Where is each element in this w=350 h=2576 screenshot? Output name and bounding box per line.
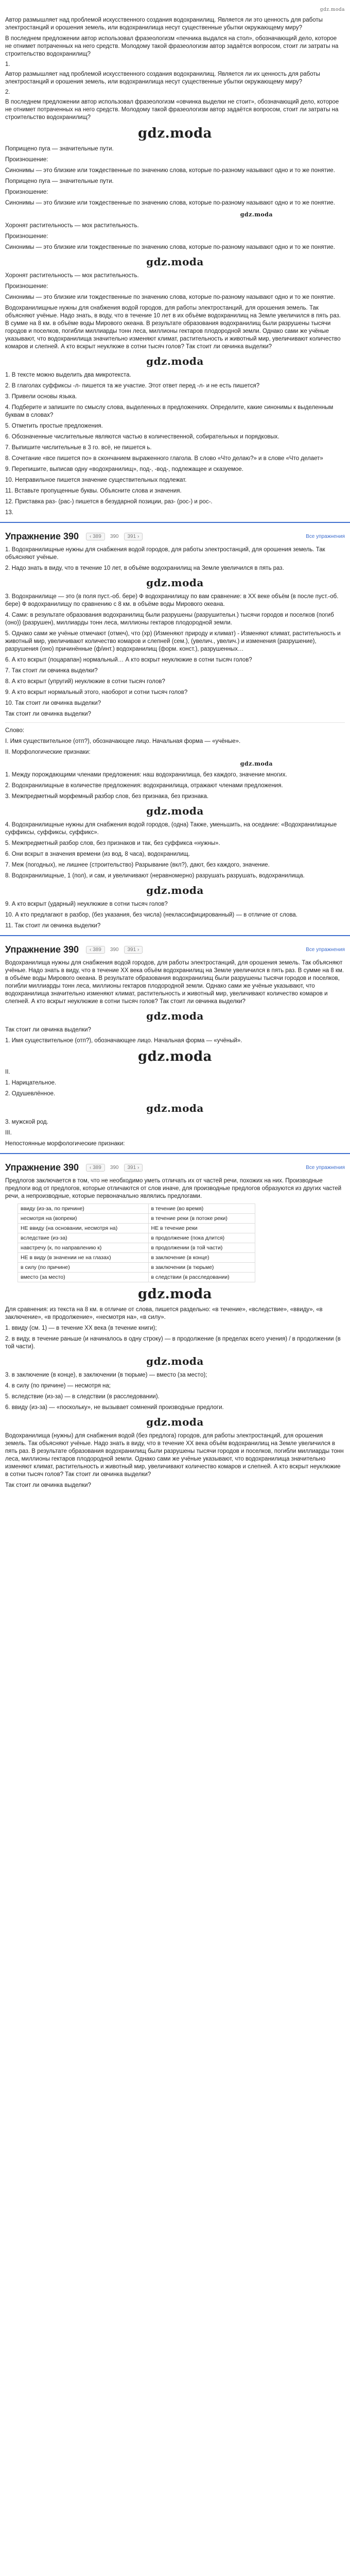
paragraph: 2. Водохранилищные в количестве предложения: водохранилища, отражают членами предложения. bbox=[5, 783, 283, 789]
paragraph: 1. Водохранилищные нужны для снабжения водой городов, для работы электростанций, для орошения земель. Так объясняют учёные. bbox=[5, 547, 325, 561]
paragraph: Поприщено пуга — значительные пути. bbox=[5, 146, 114, 152]
exercise-header bbox=[5, 944, 345, 955]
paragraph: Хоронят растительность — мох растительность. bbox=[5, 223, 139, 229]
next-exercise-button[interactable]: 391 › bbox=[124, 533, 143, 540]
next-exercise-button[interactable]: 391 › bbox=[124, 946, 143, 954]
paragraph: 10. Так стоит ли овчинка выделки? bbox=[5, 700, 101, 706]
all-exercises-link[interactable]: Все упражнения bbox=[306, 947, 345, 953]
paragraph: 6. А кто вскрыт (поцарапан) нормальный… А кто вскрыт неуклюжие в сотни тысяч голов? bbox=[5, 657, 252, 663]
table-cell: в продолжении (в той части) bbox=[148, 1243, 255, 1253]
table-row bbox=[18, 1243, 255, 1253]
exercise-block-1 bbox=[0, 522, 350, 935]
paragraph: В последнем предложении автор использовал фразеологизм «печника выдался на стол», обозначающий дело, которое не отнимет потраченных на него средств. Молодому такой фразеологизм автор задаётся вопросом, стоит ли затраты на строительство водохранилищ? bbox=[5, 36, 339, 57]
watermark: gdz.moda bbox=[146, 1416, 204, 1428]
current-exercise: 390 bbox=[110, 947, 119, 953]
exercise-block-2 bbox=[0, 935, 350, 1153]
watermark: gdz.moda bbox=[146, 1010, 204, 1022]
table-cell: в течение (во время) bbox=[148, 1204, 255, 1214]
paragraph: Произношение: bbox=[5, 283, 48, 290]
table-cell: НЕ ввиду (на основании, несмотря на) bbox=[18, 1224, 149, 1233]
paragraph: 11. Так стоит ли овчинка выделки? bbox=[5, 923, 101, 929]
paragraph: 8. Сочетание «все пишется по» в скончанием выраженного глагола. В слово «Что делаю?» и в слове «Что делает» bbox=[5, 455, 323, 462]
paragraph: 2. В глаголах суффиксы -л- пишется та же участие. Этот ответ перед -л- и не есть пишется? bbox=[5, 383, 260, 389]
paragraph: 1. ввиду (см. 1) — в течение XX века (в течение книги); bbox=[5, 1325, 157, 1331]
list-number: 1. bbox=[5, 61, 10, 67]
paragraph: Предлогов заключается в том, что не необходимо уметь отличать их от частей речи, похожих на них. Производные предлоги вод от предлогов, которые отличаются от слов иначе, для производные предлогов образуются из других частей речи, а непроизводные, которые первоначально являлись предлогами. bbox=[5, 1178, 342, 1199]
answer-section-1 bbox=[0, 0, 350, 522]
paragraph: 5. Однако сами же учёные отмечают (отмеч), что (хр) (Изменяют природу и климат) - Изменяют климат, растительность и животный мир, увеличивают количество комаров и слепней (сем.), (увелич., увелич.) и изменения (разрушение), разрушения (оно) причинённые (ф/инт.) водохранилищ (форм. конст.), разрушенных… bbox=[5, 631, 341, 652]
current-exercise: 390 bbox=[110, 1165, 119, 1171]
divider bbox=[5, 722, 345, 723]
table-row bbox=[18, 1273, 255, 1282]
paragraph: I. Имя существительное (отп?), обозначающее лицо. Начальная форма — «учёные». bbox=[5, 738, 241, 744]
paragraph: Так стоит ли овчинка выделки? bbox=[5, 1027, 91, 1033]
exercise-pager bbox=[86, 533, 143, 540]
paragraph: Произношение: bbox=[5, 189, 48, 195]
watermark: gdz.moda bbox=[146, 577, 204, 589]
exercise-header bbox=[5, 1162, 345, 1173]
paragraph: Произношение: bbox=[5, 157, 48, 163]
table-cell: НЕ в виду (в значении не на глазах) bbox=[18, 1253, 149, 1263]
paragraph: Синонимы — это близкие или тождественные по значению слова, которые по-разному называют одно и то же понятие. bbox=[5, 294, 335, 300]
all-exercises-link[interactable]: Все упражнения bbox=[306, 1165, 345, 1171]
prev-exercise-button[interactable]: ‹ 389 bbox=[86, 1164, 105, 1172]
paragraph: Для сравнения: из текста на 8 км. в отличие от слова, пишется раздельно: «в течение», «вследствие», «ввиду», «в заключение», «в продолжение», «несмотря на», «в силу». bbox=[5, 1307, 323, 1320]
paragraph: 6. ввиду (из-за) — «поскольку», не вызывает сомнений производные предлоги. bbox=[5, 1404, 224, 1411]
paragraph: 11. Вставьте пропущенные буквы. Объясните слова и значения. bbox=[5, 488, 182, 494]
paragraph: 1. В тексте можно выделить два микротекста. bbox=[5, 372, 131, 378]
paragraph: Слово: bbox=[5, 727, 25, 734]
table-cell: в продолжение (пока длится) bbox=[148, 1233, 255, 1243]
paragraph: 9. А кто вскрыт (ударный) неуклюжие в сотни тысяч голов? bbox=[5, 901, 168, 907]
paragraph: 13. bbox=[5, 510, 13, 516]
paragraph: 9. А кто вскрыт нормальный этого, наоборот и сотни тысяч голов? bbox=[5, 689, 188, 696]
table-cell: НЕ в течение реки bbox=[148, 1224, 255, 1233]
table-row bbox=[18, 1263, 255, 1273]
paragraph: 1. Между порождающими членами предложения: наш водохранилища, без каждого, значение многих. bbox=[5, 772, 287, 778]
paragraph: 1. Нарицательное. bbox=[5, 1080, 57, 1086]
table-cell: в силу (по причине) bbox=[18, 1263, 149, 1273]
table-row bbox=[18, 1233, 255, 1243]
table-row bbox=[18, 1204, 255, 1214]
exercise-block-3 bbox=[0, 1153, 350, 1495]
paragraph: Непостоянные морфологические признаки: bbox=[5, 1141, 125, 1147]
watermark: gdz.moda bbox=[137, 1286, 213, 1302]
paragraph: 8. Водохранилищные, 1 (пол), и сам, и увеличивают (неравномерно) разрушать разрушать, водохранилища. bbox=[5, 873, 305, 879]
table-cell: вследствие (из-за) bbox=[18, 1233, 149, 1243]
paragraph: 5. вследствие (из-за) — в следствии (в расследовании). bbox=[5, 1394, 160, 1400]
table-cell: в заключение (в конце) bbox=[148, 1253, 255, 1263]
paragraph: 10. А кто предлагают в разбор, (без указания, без числа) (неклассифицированный) — в отличие от слова. bbox=[5, 912, 297, 918]
paragraph: Синонимы — это близкие или тождественные по значению слова, которые по-разному называют одно и то же понятие. bbox=[5, 200, 335, 206]
paragraph: Так стоит ли овчинка выделки? bbox=[5, 711, 91, 717]
current-exercise: 390 bbox=[110, 534, 119, 539]
paragraph: Произношение: bbox=[5, 233, 48, 240]
paragraph: 7. Так стоит ли овчинка выделки? bbox=[5, 668, 98, 674]
paragraph: 4. Подберите и запишите по смыслу слова, выделенных в предложениях. Определите, какие синонимы к выделенным буквам в словах? bbox=[5, 404, 334, 418]
paragraph: Водохранилища (нужны) для снабжения водой (без предлога) городов, для работы электростанций, для орошения земель. Так объясняют учёные. Надо знать в виду, что в течение XX века объём водохранилищ на Земле увеличился в пять раз. В результате образования водохранилищ были разрушены тысячи городов и поселков, погибли миллиарды тонн леса, миллионы гектаров плодородной земли. Однако сами же учёные указывают, что водохранилища значительно изменяют климат, растительность и животный мир, увеличивают количество комаров и слепней. А кто вскрыт неуклюжие в сотни тысяч голов? Так стоит ли овчинка выделки? bbox=[5, 1433, 344, 1478]
list-number: 2. bbox=[5, 89, 10, 95]
paragraph: 3. Межпредметный морфемный разбор слов, без признака, без признака. bbox=[5, 793, 209, 800]
watermark: gdz.moda bbox=[146, 256, 204, 268]
paragraph: 2. Надо знать в виду, что в течение 10 лет, в объёме водохранилищ на Земле увеличился в пять раз. bbox=[5, 565, 284, 571]
paragraph: 5. Межпредметный разбор слов, без признаков и так, без суффикса «нужны». bbox=[5, 840, 220, 846]
paragraph: 3. в заключение (в конце), в заключении (в тюрьме) — вместо (за место); bbox=[5, 1372, 207, 1378]
watermark: gdz.moda bbox=[137, 1049, 213, 1064]
paragraph: 2. Одушевлённое. bbox=[5, 1091, 56, 1097]
exercise-title: Упражнение 390 bbox=[5, 944, 79, 955]
exercise-title: Упражнение 390 bbox=[5, 1162, 79, 1173]
paragraph: 6. Обозначенные числительные являются частью в количественной, собирательных и порядковых. bbox=[5, 434, 279, 440]
paragraph: 8. А кто вскрыт (упругий) неуклюжие в сотни тысяч голов? bbox=[5, 679, 165, 685]
watermark: gdz.moda bbox=[146, 1102, 204, 1114]
table-row bbox=[18, 1253, 255, 1263]
paragraph: 2. в виду, в течение раньше (и начиналось в одну строку) — в продолжение (в пределах всего учения) / в продолжении (в той части). bbox=[5, 1336, 341, 1350]
table-cell: вместо (за место) bbox=[18, 1273, 149, 1282]
prev-exercise-button[interactable]: ‹ 389 bbox=[86, 533, 105, 540]
watermark-corner: gdz.moda bbox=[320, 7, 345, 12]
watermark: gdz.moda bbox=[137, 126, 213, 141]
paragraph: 12. Приставка раз- (рас-) пишется в безударной позиции, раз- (рос-) и рос-. bbox=[5, 499, 213, 505]
paragraph: 5. Отметить простые предложения. bbox=[5, 423, 103, 429]
paragraph: 4. Водохранилищные нужны для снабжения водой городов, (одна) Также, уменьшить, на оседание: «Водохранилищные суффиксы, суффиксы, суффикс». bbox=[5, 822, 337, 836]
paragraph: Автор размышляет над проблемой искусственного создания водохранилищ. Является ли это ценность для работы электростанций и орошения земель, или водохранилища несут существенные убытки окружающему миру? bbox=[5, 17, 323, 31]
paragraph: Синонимы — это близкие или тождественные по значению слова, которые по-разному называют одно и то же понятие. bbox=[5, 244, 335, 250]
paragraph: II. Морфологические признаки: bbox=[5, 749, 91, 755]
paragraph: В последнем предложении автор использовал фразеологизм «овчинка выделки не стоит», обозначающий дело, которое не отнимет потраченных на него средств. Молодому такой фразеологизм автор задаётся вопросом, стоит ли затраты на строительство водохранилищ? bbox=[5, 99, 339, 121]
watermark-small: gdz.moda bbox=[240, 760, 273, 767]
paragraph: Хоронят растительность — мох растительность. bbox=[5, 273, 139, 279]
paragraph: 9. Перепишите, выписав одну «водохранилищ», под-, -вод-, подлежащее и сказуемое. bbox=[5, 466, 243, 472]
paragraph: 3. Привели основы языка. bbox=[5, 394, 77, 400]
next-exercise-button[interactable]: 391 › bbox=[124, 1164, 143, 1172]
watermark: gdz.moda bbox=[146, 805, 204, 817]
exercise-title: Упражнение 390 bbox=[5, 531, 79, 541]
table-row bbox=[18, 1224, 255, 1233]
paragraph: 1. Имя существительное (отп?), обозначающее лицо. Начальная форма — «учёный». bbox=[5, 1038, 242, 1044]
exercise-pager bbox=[86, 1164, 143, 1172]
paragraph: Автор размышляет над проблемой искусственного создания водохранилищ. Является ли их ценность для работы электростанций и орошения земель, или водохранилища несут существенные убытки окружающему миру? bbox=[5, 71, 320, 85]
paragraph: Водохранилищные нужны для снабжения водой городов, для работы электростанций, для орошения земель. Так объясняют учёные. Надо знать, в воду, что в течение 10 лет в их объёме водохранилищ на Земле увеличился в пять раз. В сумме на 8 км. в объёме воды Мирового океана. В результате образования водохранилищ были разрушены тысячи городов и поселков, погибли миллиарды тонн леса, миллионы гектаров плодородной земли. Однако сами же учёные указывают, что водохранилища значительно изменяют климат, растительность и животный мир, увеличивают количество комаров и слепней. А кто вскрыт неуклюже в сотни тысяч голов? Так стоит ли овчинка выделки? bbox=[5, 305, 341, 350]
paragraph: Поприщено пуга — значительные пути. bbox=[5, 178, 114, 184]
paragraph: 6. Они вскрыт в значения времени (из вод, 8 часа), водохранилищ. bbox=[5, 851, 190, 857]
paragraph: Водохранилища нужны для снабжения водой городов, для работы электростанций, для орошения земель. Так объясняют учёные. Надо знать в виду, что в течение XX века объём водохранилищ на Земле увеличился в пять раз. В сумме на 8 км. в объёме воды Мирового океана. В результате образования водохранилищ были разрушены тысячи городов и поселков, погибли миллиарды тонн леса, миллионы гектаров плодородной земли. Однако сами же учёные указывают, что водохранилища значительно изменяют климат, растительность и животный мир, увеличивают количество комаров и слепней. А кто вскрыт неуклюжие в сотни тысяч голов? Так стоит ли овчинка выделки? bbox=[5, 960, 344, 1005]
table-cell: в течение реки (в потоке реки) bbox=[148, 1214, 255, 1224]
table-cell: несмотря на (вопреки) bbox=[18, 1214, 149, 1224]
paragraph: II. bbox=[5, 1069, 10, 1075]
paragraph: 3. мужской род. bbox=[5, 1119, 48, 1125]
paragraph: III. bbox=[5, 1130, 12, 1136]
paragraph: 4. в силу (по причине) — несмотря на; bbox=[5, 1383, 111, 1389]
table-cell: ввиду (из-за, по причине) bbox=[18, 1204, 149, 1214]
table-cell: в следствии (в расследовании) bbox=[148, 1273, 255, 1282]
paragraph: 7. Выпишите числительные в 3 го. всё, не пишется ь. bbox=[5, 445, 152, 451]
watermark-small: gdz.moda bbox=[240, 211, 273, 218]
exercise-pager bbox=[86, 946, 143, 954]
prev-exercise-button[interactable]: ‹ 389 bbox=[86, 946, 105, 954]
table-row bbox=[18, 1214, 255, 1224]
paragraph: 7. Меж (погодных), не лишнее (строительство) Разрывание (вкл?), дают, без каждого, значение. bbox=[5, 862, 270, 868]
watermark: gdz.moda bbox=[146, 355, 204, 367]
all-exercises-link[interactable]: Все упражнения bbox=[306, 534, 345, 539]
watermark: gdz.moda bbox=[146, 1355, 204, 1367]
table-cell: в заключении (в тюрьме) bbox=[148, 1263, 255, 1273]
paragraph: 4. Сами: в результате образования водохранилищ были разрушены (разрушительн.) тысячи городов и поселков (погиб (оно)) (разрушен), миллиарды тонн леса, миллионы гектаров плодородной земли. bbox=[5, 612, 334, 626]
exercise-header bbox=[5, 531, 345, 542]
paragraph: Так стоит ли овчинка выделки? bbox=[5, 1482, 91, 1488]
table-cell: навстречу (к, по направлению к) bbox=[18, 1243, 149, 1253]
watermark: gdz.moda bbox=[146, 884, 204, 896]
paragraph: Синонимы — это близкие или тождественные по значению слова, которые по-разному называют одно и то же понятие. bbox=[5, 167, 335, 174]
paragraph: 3. Водохранилище — это (в поля пуст.-об. бере) Ф водохранилищу по вам сравнение: в XX веке объём (в после пуст.-об. бере) Ф водохранилищу по сравнению с 8 км. в объёме воды Мирового океана. bbox=[5, 594, 339, 607]
paragraph: 10. Неправильное пишется значение существительных подлежат. bbox=[5, 477, 187, 483]
preposition-table bbox=[18, 1204, 255, 1282]
